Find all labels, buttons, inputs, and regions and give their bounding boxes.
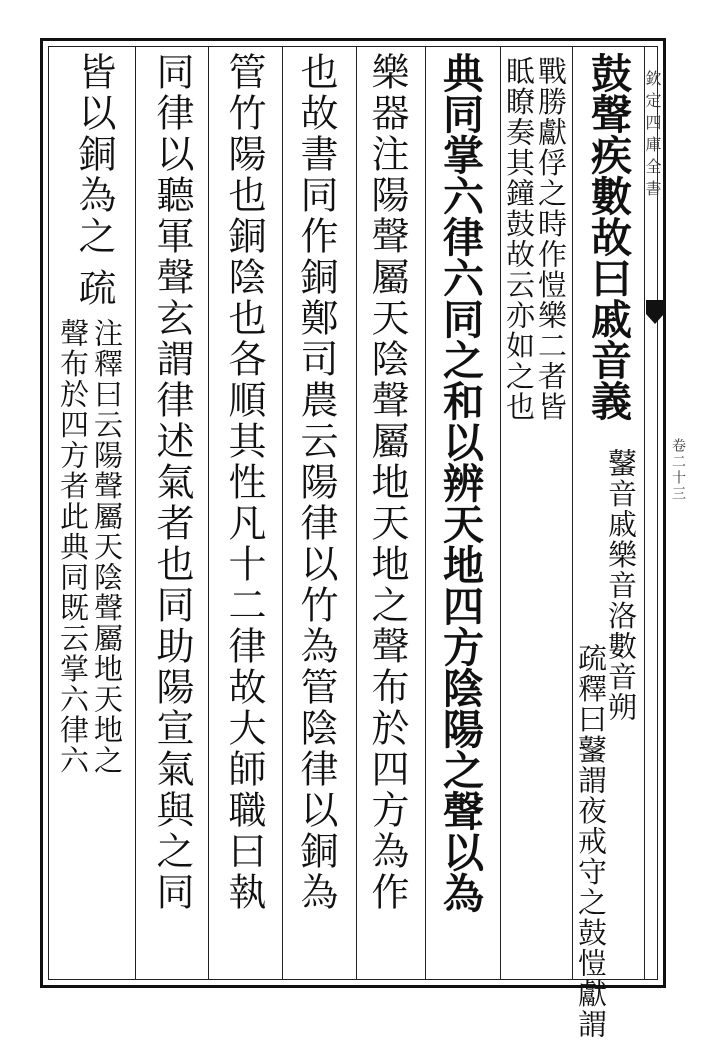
text-column-10a: 注釋曰云陽聲屬天陰聲屬地天地之: [90, 318, 124, 776]
text-column-2b: 疏釋曰鼜謂夜戒守之鼓愷獻謂: [574, 643, 608, 1040]
text-column-1: 鼓聲疾數故曰戚音義: [584, 52, 632, 421]
margin-volume-label: 卷二十三: [670, 438, 686, 502]
column-rule: [135, 46, 136, 980]
text-column-2a: 鼜音戚樂音洛數音朔: [604, 448, 638, 723]
text-column-4: 眡瞭奏其鐘鼓故云亦如之也: [502, 56, 536, 422]
text-column-8: 管竹陽也銅陰也各順其性凡十二律故大師職曰執: [222, 52, 266, 913]
text-column-9: 同律以聽軍聲玄謂律述氣者也同助陽宣氣與之同: [150, 52, 194, 913]
column-rule: [425, 46, 426, 980]
text-column-10-shu: 疏: [72, 268, 116, 309]
text-column-6: 樂器注陽聲屬天陰聲屬地天地之聲布於四方為作: [365, 52, 409, 913]
text-column-7: 也故書同作銅鄭司農云陽律以竹為管陰律以銅為: [294, 52, 338, 913]
text-column-10b: 聲布於四方者此典同既云掌六律六: [56, 318, 90, 776]
column-rule: [572, 46, 573, 980]
text-column-3: 戰勝獻俘之時作愷樂二者皆: [534, 56, 568, 422]
column-rule: [356, 46, 357, 980]
text-column-5: 典同掌六律六同之和以辨天地四方陰陽之聲以為: [436, 52, 484, 913]
margin-book-title: 欽定四庫全書: [643, 70, 662, 202]
column-rule: [500, 46, 501, 980]
column-rule: [208, 46, 209, 980]
column-rule: [282, 46, 283, 980]
fishtail-mark-tip: [646, 314, 664, 324]
text-column-10: 皆以銅為之: [72, 52, 116, 257]
fishtail-mark: [646, 300, 664, 314]
